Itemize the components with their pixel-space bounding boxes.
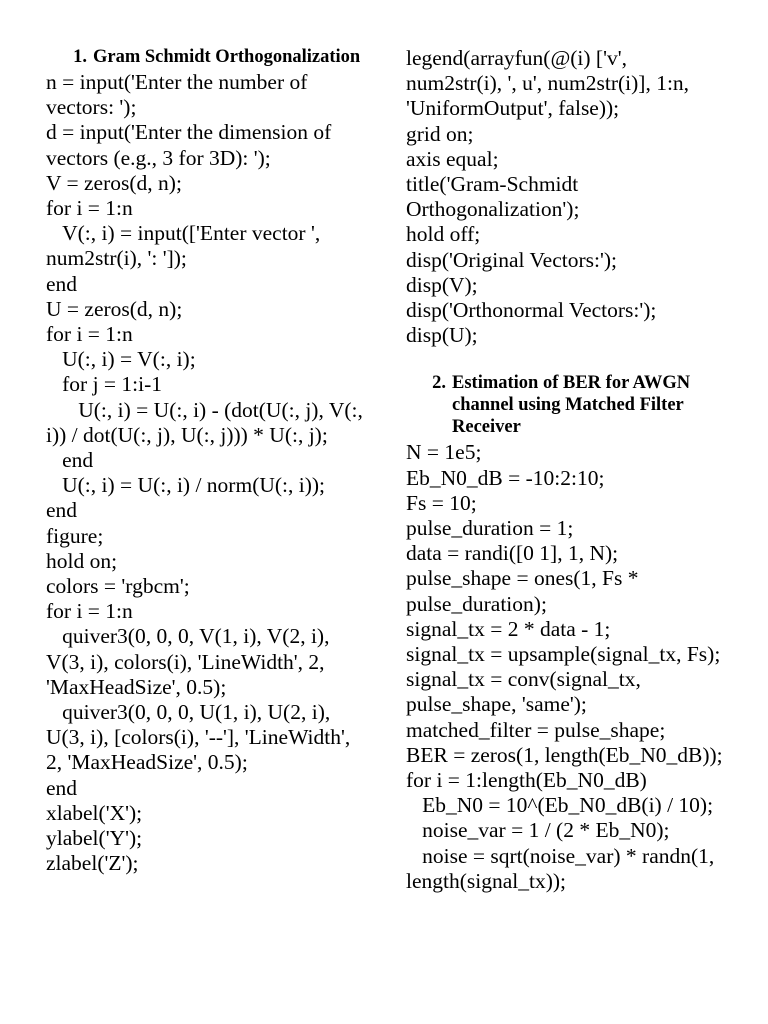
code-line: figure; xyxy=(46,523,104,548)
code-line: disp(V); xyxy=(406,272,478,297)
code-line: U(:, i) = U(:, i) - (dot(U(:, j), V(:, i)) / dot(U(:, j), U(:, j))) * U(:, j); xyxy=(46,397,369,447)
code-line: pulse_shape = ones(1, Fs * pulse_duration); xyxy=(406,566,644,616)
section-1-code-continued xyxy=(406,46,728,348)
section-1-title: Gram Schmidt Orthogonalization xyxy=(93,47,361,67)
code-line: N = 1e5; xyxy=(406,440,482,465)
code-line: quiver3(0, 0, 0, U(1, i), U(2, i), U(3, i), [colors(i), '--'], 'LineWidth', 2, 'MaxHeadSize', 0.5); xyxy=(46,700,356,775)
code-line: for i = 1:length(Eb_N0_dB) xyxy=(406,768,647,793)
code-line: U(:, i) = V(:, i); xyxy=(46,347,196,372)
code-line: V(:, i) = input(['Enter vector ', num2str(i), ': ']); xyxy=(46,221,326,271)
code-line: for i = 1:n xyxy=(46,196,133,221)
code-line: hold off; xyxy=(406,222,481,247)
code-line: noise = sqrt(noise_var) * randn(1, length(signal_tx)); xyxy=(406,843,720,893)
code-line: colors = 'rgbcm'; xyxy=(46,574,190,599)
section-1-number: 1. xyxy=(73,47,87,67)
code-line: pulse_duration = 1; xyxy=(406,516,574,541)
code-line: signal_tx = 2 * data - 1; xyxy=(406,616,611,641)
code-line: data = randi([0 1], 1, N); xyxy=(406,541,619,566)
section-2-heading xyxy=(406,372,728,438)
code-line: end xyxy=(46,775,78,800)
code-line: ylabel('Y'); xyxy=(46,826,143,851)
code-line: disp('Original Vectors:'); xyxy=(406,247,617,272)
code-line: quiver3(0, 0, 0, V(1, i), V(2, i), V(3, i), colors(i), 'LineWidth', 2, 'MaxHeadSize', 0.5); xyxy=(46,624,335,699)
code-line: for i = 1:n xyxy=(46,322,133,347)
section-1-code xyxy=(46,70,368,877)
code-line: noise_var = 1 / (2 * Eb_N0); xyxy=(406,818,670,843)
code-line: end xyxy=(46,448,94,473)
right-column xyxy=(406,46,728,894)
section-2-number: 2. xyxy=(432,373,446,394)
section-1-heading xyxy=(46,46,368,68)
code-line: V = zeros(d, n); xyxy=(46,170,182,195)
section-2-title: Estimation of BER for AWGN channel using Matched Filter Receiver xyxy=(452,373,691,438)
code-line: Eb_N0 = 10^(Eb_N0_dB(i) / 10); xyxy=(406,793,714,818)
code-line: end xyxy=(46,498,78,523)
code-line: title('Gram-Schmidt Orthogonalization'); xyxy=(406,172,584,222)
code-line: end xyxy=(46,271,78,296)
code-line: Eb_N0_dB = -10:2:10; xyxy=(406,465,605,490)
code-line: legend(arrayfun(@(i) ['v', num2str(i), ', u', num2str(i)], 1:n, 'UniformOutput', false)); xyxy=(406,46,695,121)
code-line: n = input('Enter the number of vectors: '); xyxy=(46,70,313,120)
code-line: U(:, i) = U(:, i) / norm(U(:, i)); xyxy=(46,473,326,498)
code-line: for i = 1:n xyxy=(46,599,133,624)
code-line: axis equal; xyxy=(406,146,499,171)
code-line: disp('Orthonormal Vectors:'); xyxy=(406,298,657,323)
code-line: signal_tx = conv(signal_tx, pulse_shape, 'same'); xyxy=(406,667,647,717)
code-line: for j = 1:i-1 xyxy=(46,372,163,397)
code-line: grid on; xyxy=(406,121,474,146)
code-line: matched_filter = pulse_shape; xyxy=(406,717,666,742)
code-line: signal_tx = upsample(signal_tx, Fs); xyxy=(406,642,721,667)
code-line: hold on; xyxy=(46,548,118,573)
code-line: d = input('Enter the dimension of vectors (e.g., 3 for 3D): '); xyxy=(46,120,337,170)
code-line: disp(U); xyxy=(406,323,478,348)
code-line: Fs = 10; xyxy=(406,490,477,515)
left-column xyxy=(46,46,368,877)
code-line: U = zeros(d, n); xyxy=(46,296,183,321)
section-2-code xyxy=(406,440,728,894)
code-line: BER = zeros(1, length(Eb_N0_dB)); xyxy=(406,742,723,767)
code-line: xlabel('X'); xyxy=(46,800,143,825)
code-line: zlabel('Z'); xyxy=(46,851,139,876)
